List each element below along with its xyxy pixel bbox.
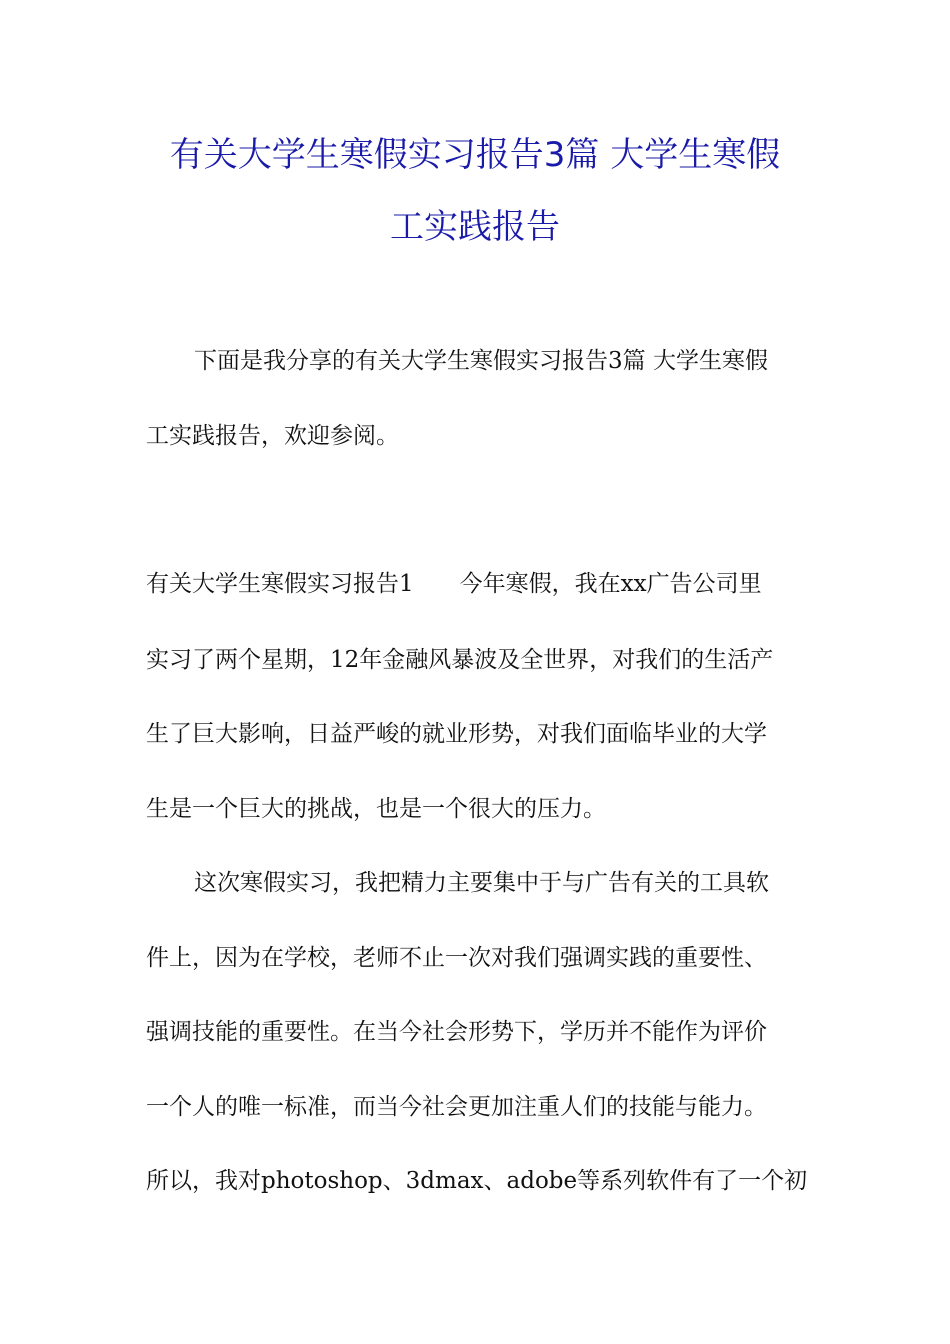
paragraph-line: 一个人的唯一标准，而当今社会更加注重人们的技能与能力。	[146, 1094, 767, 1120]
intro-line-2: 工实践报告，欢迎参阅。	[146, 423, 399, 449]
section-1-heading-line: 有关大学生寒假实习报告1 今年寒假，我在xx广告公司里	[146, 571, 762, 597]
paragraph-line: 所以，我对photoshop、3dmax、adobe等系列软件有了一个初	[146, 1168, 808, 1194]
document-title-line-1: 有关大学生寒假实习报告3篇 大学生寒假	[169, 135, 781, 175]
paragraph-line: 这次寒假实习，我把精力主要集中于与广告有关的工具软	[194, 870, 769, 896]
paragraph-line: 生是一个巨大的挑战，也是一个很大的压力。	[146, 796, 606, 822]
paragraph-line: 件上，因为在学校，老师不止一次对我们强调实践的重要性、	[146, 945, 767, 971]
paragraph-line: 实习了两个星期，12年金融风暴波及全世界，对我们的生活产	[146, 647, 774, 673]
paragraph-line: 强调技能的重要性。在当今社会形势下，学历并不能作为评价	[146, 1019, 767, 1045]
paragraph-line: 生了巨大影响，日益严峻的就业形势，对我们面临毕业的大学	[146, 721, 767, 747]
document-title-line-2: 工实践报告	[390, 207, 560, 247]
intro-line-1: 下面是我分享的有关大学生寒假实习报告3篇 大学生寒假	[194, 348, 768, 374]
